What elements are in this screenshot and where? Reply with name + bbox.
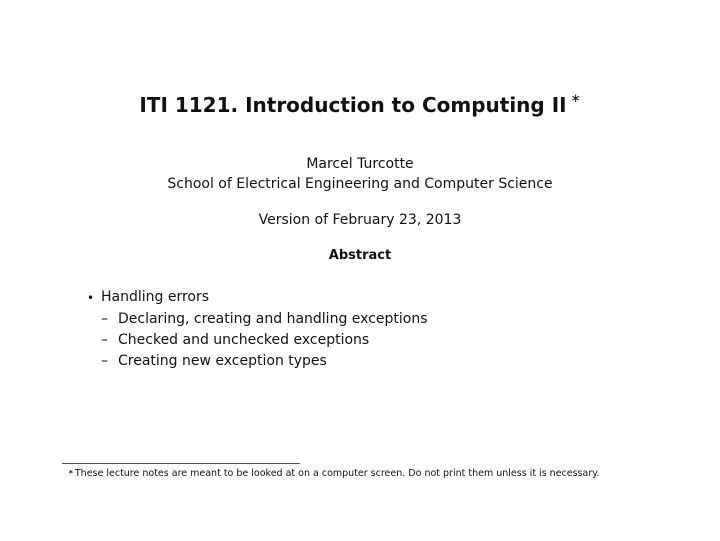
sub-list-item: Checked and unchecked exceptions bbox=[118, 332, 370, 348]
author-name: Marcel Turcotte bbox=[306, 156, 414, 172]
dash-marker: – bbox=[101, 311, 108, 327]
title-text: ITI 1121. Introduction to Computing II bbox=[139, 93, 567, 117]
abstract-heading: Abstract bbox=[328, 248, 392, 263]
dash-marker: – bbox=[101, 332, 108, 348]
footnote-mark: ∗ bbox=[68, 468, 74, 476]
sub-list-item: Declaring, creating and handling exceptions bbox=[118, 311, 428, 327]
footnote bbox=[68, 468, 600, 479]
sub-list-item: Creating new exception types bbox=[118, 353, 327, 369]
version-date: Version of February 23, 2013 bbox=[258, 212, 462, 228]
bullet-marker: • bbox=[87, 291, 95, 305]
list-item: Handling errors bbox=[101, 289, 210, 305]
footnote-text: These lecture notes are meant to be looked at on a computer screen. Do not print them unless it is necessary. bbox=[74, 468, 600, 479]
footnote-rule bbox=[62, 463, 300, 464]
affiliation: School of Electrical Engineering and Computer Science bbox=[167, 176, 553, 192]
title-footnote-mark: ∗ bbox=[570, 91, 581, 105]
dash-marker: – bbox=[101, 353, 108, 369]
document-title bbox=[0, 93, 720, 117]
